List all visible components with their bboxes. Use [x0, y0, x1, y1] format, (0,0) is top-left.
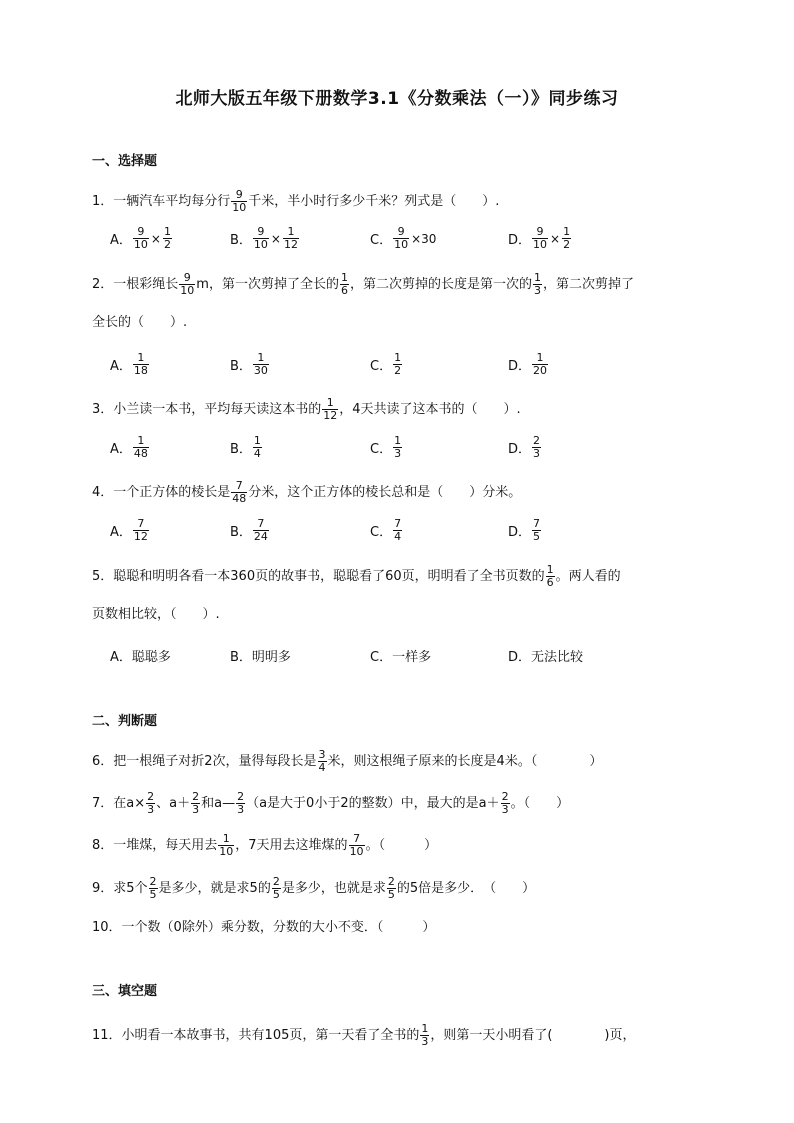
q1-option-c[interactable]: C． $\frac{9}{10}$ ×30	[370, 225, 437, 251]
question-8: 8．一堆煤，每天用去 $\frac{1}{10}$ ，7天用去这堆煤的 $\frac{7}{10}$ 。（ ）	[92, 832, 438, 858]
q3-option-d[interactable]: D． $\frac{2}{3}$	[508, 434, 541, 460]
page-title: 北师大版五年级下册数学3.1《分数乘法（一）》同步练习	[175, 89, 619, 109]
q3-option-a[interactable]: A． $\frac{1}{48}$	[110, 434, 148, 460]
question-2: 2．一根彩绳长 $\frac{9}{10}$ m，第一次剪掉了全长的 $\frac{1}{6}$ ，第二次剪掉的长度是第一次的 $\frac{1}{3}$ ，第二次剪掉了	[92, 271, 634, 297]
section-heading-choice: 一、选择题	[92, 154, 158, 169]
q4-option-b[interactable]: B． $\frac{7}{24}$	[230, 517, 268, 543]
q5-option-d[interactable]: D．无法比较	[508, 650, 584, 665]
question-11: 11．小明看一本故事书，共有105页，第一天看了全书的 $\frac{1}{3}$ ，则第一天小明看了( )页，	[92, 1022, 636, 1048]
section-heading-judge: 二、判断题	[92, 714, 158, 729]
q1-option-a[interactable]: A． $\frac{9}{10}$ × $\frac{1}{2}$	[110, 225, 171, 251]
question-2-line-2: 全长的（ ）.	[92, 315, 188, 330]
q4-option-c[interactable]: C． $\frac{7}{4}$	[370, 517, 402, 543]
q1-fraction: $\frac{9}{10}$	[232, 188, 247, 214]
q4-options	[110, 518, 670, 548]
q4-option-d[interactable]: D． $\frac{7}{5}$	[508, 517, 541, 543]
question-6: 6．把一根绳子对折2次，量得每段长是 $\frac{3}{4}$ 米，则这根绳子原来的长度是4米。（ ）	[92, 748, 603, 774]
question-5-line-2: 页数相比较，（ ）.	[92, 607, 220, 622]
q3-option-c[interactable]: C． $\frac{1}{3}$	[370, 434, 402, 460]
q5-option-a[interactable]: A．聪聪多	[110, 650, 171, 665]
question-4: 4．一个正方体的棱长是 $\frac{7}{48}$ 分米，这个正方体的棱长总和是（ ）分米。	[92, 479, 522, 505]
q2-option-d[interactable]: D． $\frac{1}{20}$	[508, 351, 548, 377]
q5-option-c[interactable]: C．一样多	[370, 650, 432, 665]
question-10: 10．一个数（0除外）乘分数，分数的大小不变．（ ）	[92, 920, 436, 935]
q1-option-b[interactable]: B． $\frac{9}{10}$ × $\frac{1}{12}$	[230, 225, 298, 251]
question-3: 3．小兰读一本书，平均每天读这本书的 $\frac{1}{12}$ ，4天共读了这本书的（ ）.	[92, 396, 521, 422]
q1-text-a: 1．一辆汽车平均每分行	[92, 194, 231, 209]
q4-option-a[interactable]: A． $\frac{7}{12}$	[110, 517, 148, 543]
q2-options	[110, 352, 670, 382]
q3-option-b[interactable]: B． $\frac{1}{4}$	[230, 434, 261, 460]
q3-options	[110, 435, 670, 465]
q1-option-d[interactable]: D． $\frac{9}{10}$ × $\frac{1}{2}$	[508, 225, 571, 251]
section-heading-fill: 三、填空题	[92, 984, 158, 999]
q5-options	[110, 646, 670, 676]
q1-options	[110, 226, 670, 256]
q2-option-c[interactable]: C． $\frac{1}{2}$	[370, 351, 402, 377]
question-1	[92, 189, 499, 214]
question-7: 7．在a× $\frac{2}{3}$ 、a＋ $\frac{2}{3}$ 和a— $\frac{2}{3}$ （a是大于0小于2的整数）中，最大的是a＋ $\frac{2}{3}$ 。（ ）	[92, 790, 570, 816]
q1-text-b: 千米，半小时行多少千米？列式是（ ）.	[248, 194, 500, 209]
q2-option-b[interactable]: B． $\frac{1}{30}$	[230, 351, 268, 377]
question-9: 9．求5个 $\frac{2}{5}$ 是多少，就是求5的 $\frac{2}{5}$ 是多少，也就是求 $\frac{2}{5}$ 的5倍是多少． （ ）	[92, 875, 536, 901]
q5-option-b[interactable]: B．明明多	[230, 650, 291, 665]
question-5: 5．聪聪和明明各看一本360页的故事书，聪聪看了60页，明明看了全书页数的 $\frac{1}{6}$ 。两人看的	[92, 563, 621, 589]
q2-option-a[interactable]: A． $\frac{1}{18}$	[110, 351, 148, 377]
